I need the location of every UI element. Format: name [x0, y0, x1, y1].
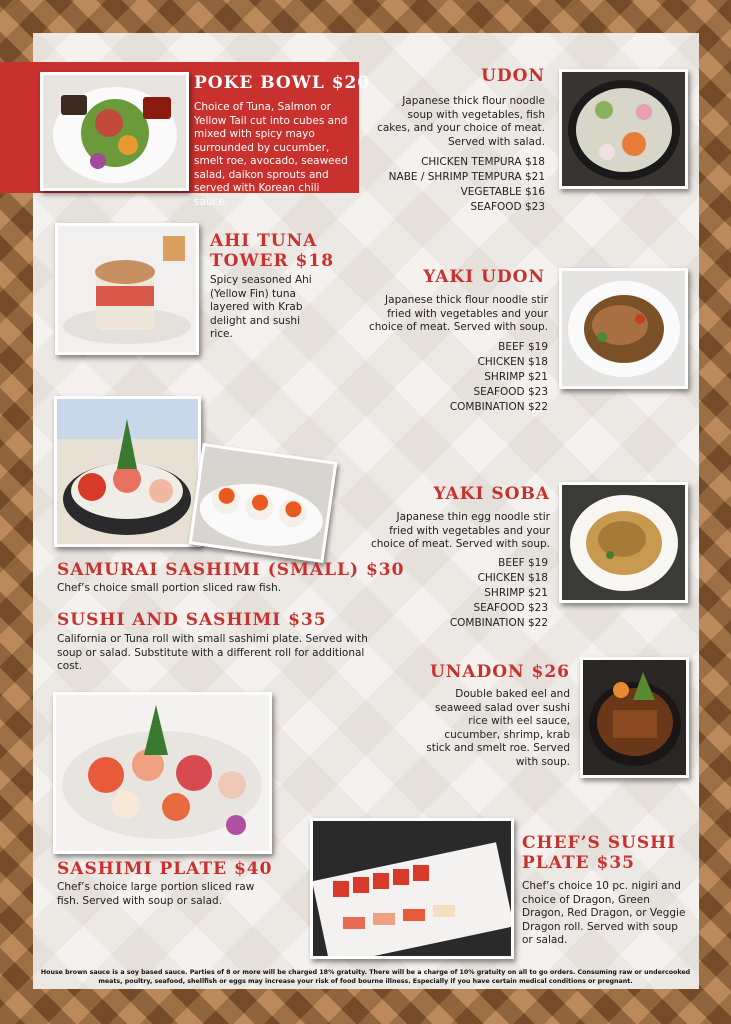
samurai-sashimi-photo: [54, 396, 201, 547]
poke-bowl-photo: [40, 72, 189, 191]
footer-disclaimer: House brown sauce is a soy based sauce. Parties of 8 or more will be charged 18% gratuity. There will be a charge of 10% gratuity on all to go orders. Consuming raw or undercooked meats, poultry, seafood, shellfish or eggs may increase your risk of food bourne illness. Especially if you have certain medical conditions or pregnant.: [40, 969, 691, 985]
yaki-udon-price-item: CHICKEN $18: [477, 356, 548, 368]
udon-image: [562, 72, 685, 186]
unadon-description: Double baked eel and seaweed salad over sushi rice with eel sauce, cucumber, shrimp, krab stick and smelt roe. Served with soup.: [426, 688, 570, 768]
yaki-soba-price-item: SHRIMP $21: [484, 587, 548, 599]
sushi-and-sashimi-description: California or Tuna roll with small sashimi plate. Served with soup or salad. Substitute with a different roll for additional cost.: [57, 633, 368, 672]
chefs-sushi-title-line2: PLATE $35: [522, 853, 636, 873]
poke-bowl-title: POKE BOWL $20: [194, 73, 371, 93]
udon-price-list: [380, 155, 545, 215]
yaki-soba-photo: [559, 482, 688, 603]
ahi-tuna-tower-photo: [55, 223, 199, 355]
poke-bowl-description: Choice of Tuna, Salmon or Yellow Tail cut into cubes and mixed with spicy mayo surrounded by cucumber, smelt roe, avocado, seaweed salad, daikon sprouts and served with Korean chili sauce.: [194, 101, 348, 208]
yaki-udon-photo: [559, 268, 688, 389]
yaki-soba-price-item: BEEF $19: [498, 557, 548, 569]
unadon-photo: [580, 657, 689, 778]
samurai-sashimi-image: [57, 399, 198, 544]
udon-price-item: CHICKEN TEMPURA $18: [421, 156, 545, 168]
chefs-sushi-title-line1: CHEF’S SUSHI: [522, 833, 677, 853]
yaki-soba-price-item: SEAFOOD $23: [473, 602, 548, 614]
yaki-soba-title: YAKI SOBA: [433, 484, 550, 504]
sushi-roll-photo: [189, 443, 338, 563]
ahi-tuna-title-line1: AHI TUNA: [210, 231, 318, 251]
udon-title: UDON: [481, 66, 545, 86]
sashimi-plate-title: SASHIMI PLATE $40: [57, 859, 273, 879]
sashimi-plate-image: [56, 695, 269, 851]
udon-description: Japanese thick flour noodle soup with vegetables, fish cakes, and your choice of meat. Served with salad.: [377, 95, 545, 148]
chefs-sushi-plate-photo: [310, 818, 514, 959]
unadon-image: [583, 660, 686, 775]
chefs-sushi-description: Chef’s choice 10 pc. nigiri and choice of Dragon, Green Dragon, Red Dragon, or Veggie Dragon roll. Served with soup or salad.: [522, 880, 686, 946]
yaki-soba-price-item: CHICKEN $18: [477, 572, 548, 584]
udon-price-item: NABE / SHRIMP TEMPURA $21: [388, 171, 545, 183]
yaki-soba-price-item: COMBINATION $22: [449, 617, 548, 629]
sashimi-plate-photo: [53, 692, 272, 854]
samurai-sashimi-title: SAMURAI SASHIMI (SMALL) $30: [57, 560, 405, 580]
yaki-udon-price-item: COMBINATION $22: [449, 401, 548, 413]
poke-bowl-image: [43, 75, 186, 188]
unadon-title: UNADON $26: [429, 662, 570, 682]
yaki-udon-price-item: BEEF $19: [498, 341, 548, 353]
sushi-roll-image: [192, 446, 334, 559]
udon-price-item: VEGETABLE $16: [460, 186, 545, 198]
ahi-tuna-tower-image: [58, 226, 196, 352]
yaki-udon-description: Japanese thick flour noodle stir fried with vegetables and your choice of meat. Served with soup.: [369, 294, 548, 333]
sushi-and-sashimi-title: SUSHI AND SASHIMI $35: [57, 610, 327, 630]
yaki-soba-image: [562, 485, 685, 600]
ahi-tuna-title-line2: TOWER $18: [210, 251, 335, 271]
yaki-udon-image: [562, 271, 685, 386]
yaki-soba-price-list: [420, 556, 548, 631]
yaki-udon-price-item: SEAFOOD $23: [473, 386, 548, 398]
yaki-soba-description: Japanese thin egg noodle stir fried with vegetables and your choice of meat. Served with soup.: [371, 511, 550, 550]
yaki-udon-price-list: [420, 340, 548, 415]
yaki-udon-title: YAKI UDON: [423, 267, 545, 287]
yaki-udon-price-item: SHRIMP $21: [484, 371, 548, 383]
sashimi-plate-description: Chef’s choice large portion sliced raw fish. Served with soup or salad.: [57, 881, 255, 907]
chefs-sushi-plate-image: [313, 821, 511, 956]
udon-photo: [559, 69, 688, 189]
udon-price-item: SEAFOOD $23: [470, 201, 545, 213]
ahi-tuna-description: Spicy seasoned Ahi (Yellow Fin) tuna layered with Krab delight and sushi rice.: [210, 274, 312, 340]
samurai-sashimi-description: Chef’s choice small portion sliced raw fish.: [57, 582, 282, 594]
